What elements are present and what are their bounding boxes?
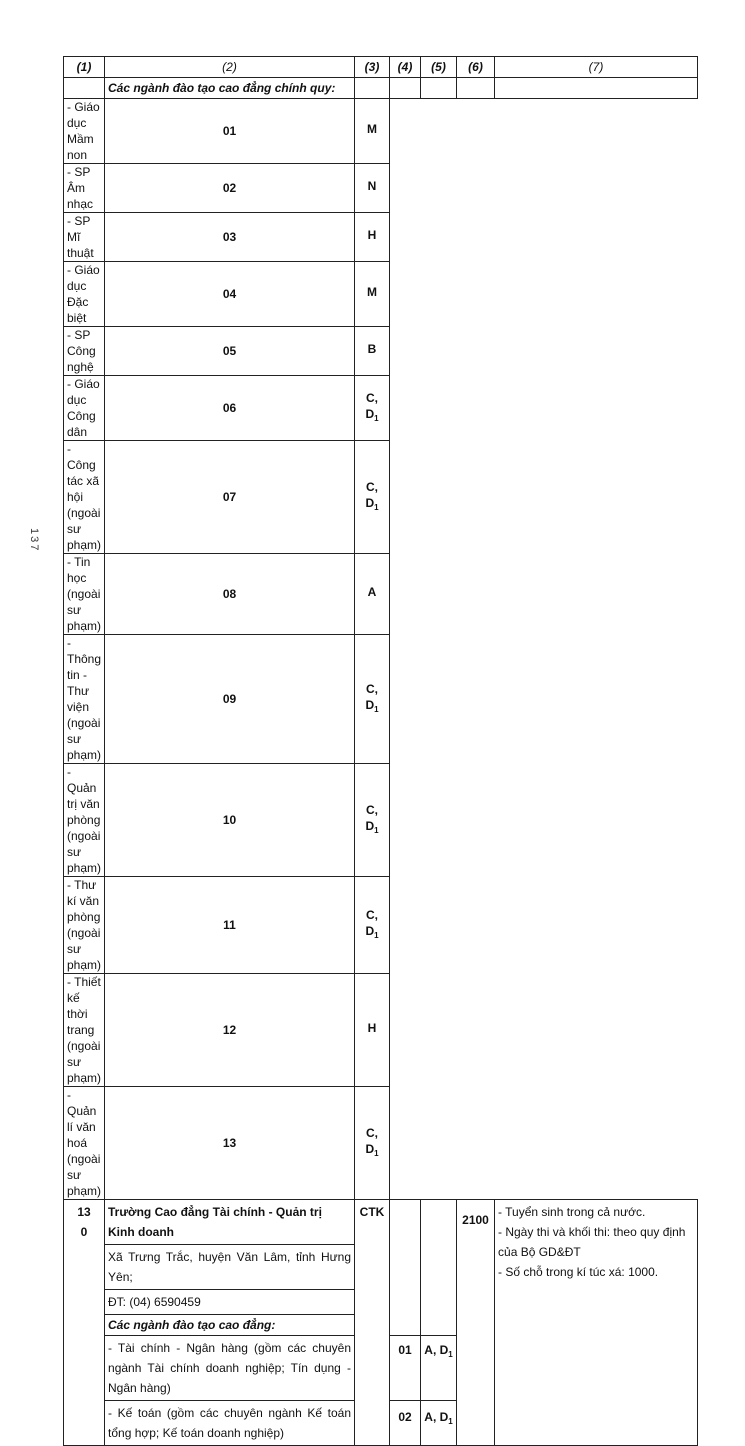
table-row [64,554,698,635]
section1-col6 [457,78,495,99]
table-row [64,164,698,213]
header-col-4: (4) [390,57,421,78]
major-block: B [355,327,390,376]
header-col-3: (3) [355,57,390,78]
school-quota: 2100 [457,1200,495,1446]
section-title-row [64,78,698,99]
major-code: 09 [105,635,355,764]
major-name: - Thông tin - Thư viện (ngoài sư phạm) [64,635,105,764]
table-row [64,99,698,164]
admission-table [63,56,698,1446]
school-row [64,1200,698,1245]
major-block: C, $D_1$ [355,376,390,441]
section1-col7 [495,78,698,99]
major-block: C, $D_1$ [355,764,390,877]
table-row [64,441,698,554]
major-block: C, $D_1$ [355,877,390,974]
table-row [64,327,698,376]
header-col-6: (6) [457,57,495,78]
major-block: C, $D_1$ [355,1087,390,1200]
major-name: - SP Công nghệ [64,327,105,376]
note-2: - Ngày thi và khối thi: theo quy định của Bộ GD&ĐT [498,1225,686,1259]
table-row [64,376,698,441]
major-name: - Giáo dục Công dân [64,376,105,441]
major-block-1: A, $D_1$ [421,1336,457,1401]
school-notes [495,1200,698,1446]
school-number-bottom: 0 [80,1225,88,1239]
major-code: 13 [105,1087,355,1200]
major-block: M [355,99,390,164]
major-name: - Tin học (ngoài sư phạm) [64,554,105,635]
major-name: - SP Mĩ thuật [64,213,105,262]
school-col4 [390,1200,421,1336]
table-row [64,1087,698,1200]
school-number-top: 13 [77,1205,91,1219]
major-name: - Giáo dục Đặc biệt [64,262,105,327]
major-code: 01 [105,99,355,164]
major-block: N [355,164,390,213]
major-block: A [355,554,390,635]
major-code: 11 [105,877,355,974]
major-name: - Công tác xã hội (ngoài sư phạm) [64,441,105,554]
major-code: 04 [105,262,355,327]
school-number [64,1200,105,1446]
school-name: Trường Cao đẳng Tài chính - Quản trị Kinh doanh [105,1200,355,1245]
major-block: H [355,213,390,262]
major-block: C, $D_1$ [355,441,390,554]
section1-title-block [421,78,457,99]
major-code: 08 [105,554,355,635]
header-col-7: (7) [495,57,698,78]
major-name-2: - Kế toán (gồm các chuyên ngành Kế toán tổng hợp; Kế toán doanh nghiệp) [105,1401,355,1446]
major-code-1: 01 [390,1336,421,1401]
major-name-1: - Tài chính - Ngân hàng (gồm các chuyên ngành Tài chính doanh nghiệp; Tín dụng - Ngân hàng) [105,1336,355,1401]
school-address: Xã Trưng Trắc, huyện Văn Lâm, tỉnh Hưng Yên; [105,1245,355,1290]
page-number: 137 [28,528,40,553]
school-phone: ĐT: (04) 6590459 [105,1290,355,1315]
table-row [64,764,698,877]
major-name: - Quản trị văn phòng (ngoài sư phạm) [64,764,105,877]
note-3: - Số chỗ trong kí túc xá: 1000. [498,1265,659,1279]
major-block: M [355,262,390,327]
header-col-1: (1) [64,57,105,78]
major-code: 07 [105,441,355,554]
section1-title-code [390,78,421,99]
major-block: C, $D_1$ [355,635,390,764]
major-code: 10 [105,764,355,877]
school-code: CTK [355,1200,390,1446]
school-col5 [421,1200,457,1336]
major-code-2: 02 [390,1401,421,1446]
major-block-2: A, $D_1$ [421,1401,457,1446]
school-section-title: Các ngành đào tạo cao đẳng: [105,1315,355,1336]
section1-title: Các ngành đào tạo cao đẳng chính quy: [105,78,355,99]
note-1: - Tuyển sinh trong cả nước. [498,1205,646,1219]
major-code: 03 [105,213,355,262]
major-code: 05 [105,327,355,376]
table-header-row [64,57,698,78]
major-code: 06 [105,376,355,441]
major-code: 12 [105,974,355,1087]
major-name: - Quản lí văn hoá (ngoài sư phạm) [64,1087,105,1200]
major-name: - Thiết kế thời trang (ngoài sư phạm) [64,974,105,1087]
section1-rows [64,99,698,1200]
major-block: H [355,974,390,1087]
table-row [64,213,698,262]
major-code: 02 [105,164,355,213]
header-col-2: (2) [105,57,355,78]
major-name: - Thư kí văn phòng (ngoài sư phạm) [64,877,105,974]
header-col-5: (5) [421,57,457,78]
major-name: - Giáo dục Mầm non [64,99,105,164]
major-name: - SP Âm nhạc [64,164,105,213]
table-row [64,877,698,974]
table-row [64,635,698,764]
section1-col3 [355,78,390,99]
table-row [64,974,698,1087]
table-row [64,262,698,327]
section1-col1 [64,78,105,99]
